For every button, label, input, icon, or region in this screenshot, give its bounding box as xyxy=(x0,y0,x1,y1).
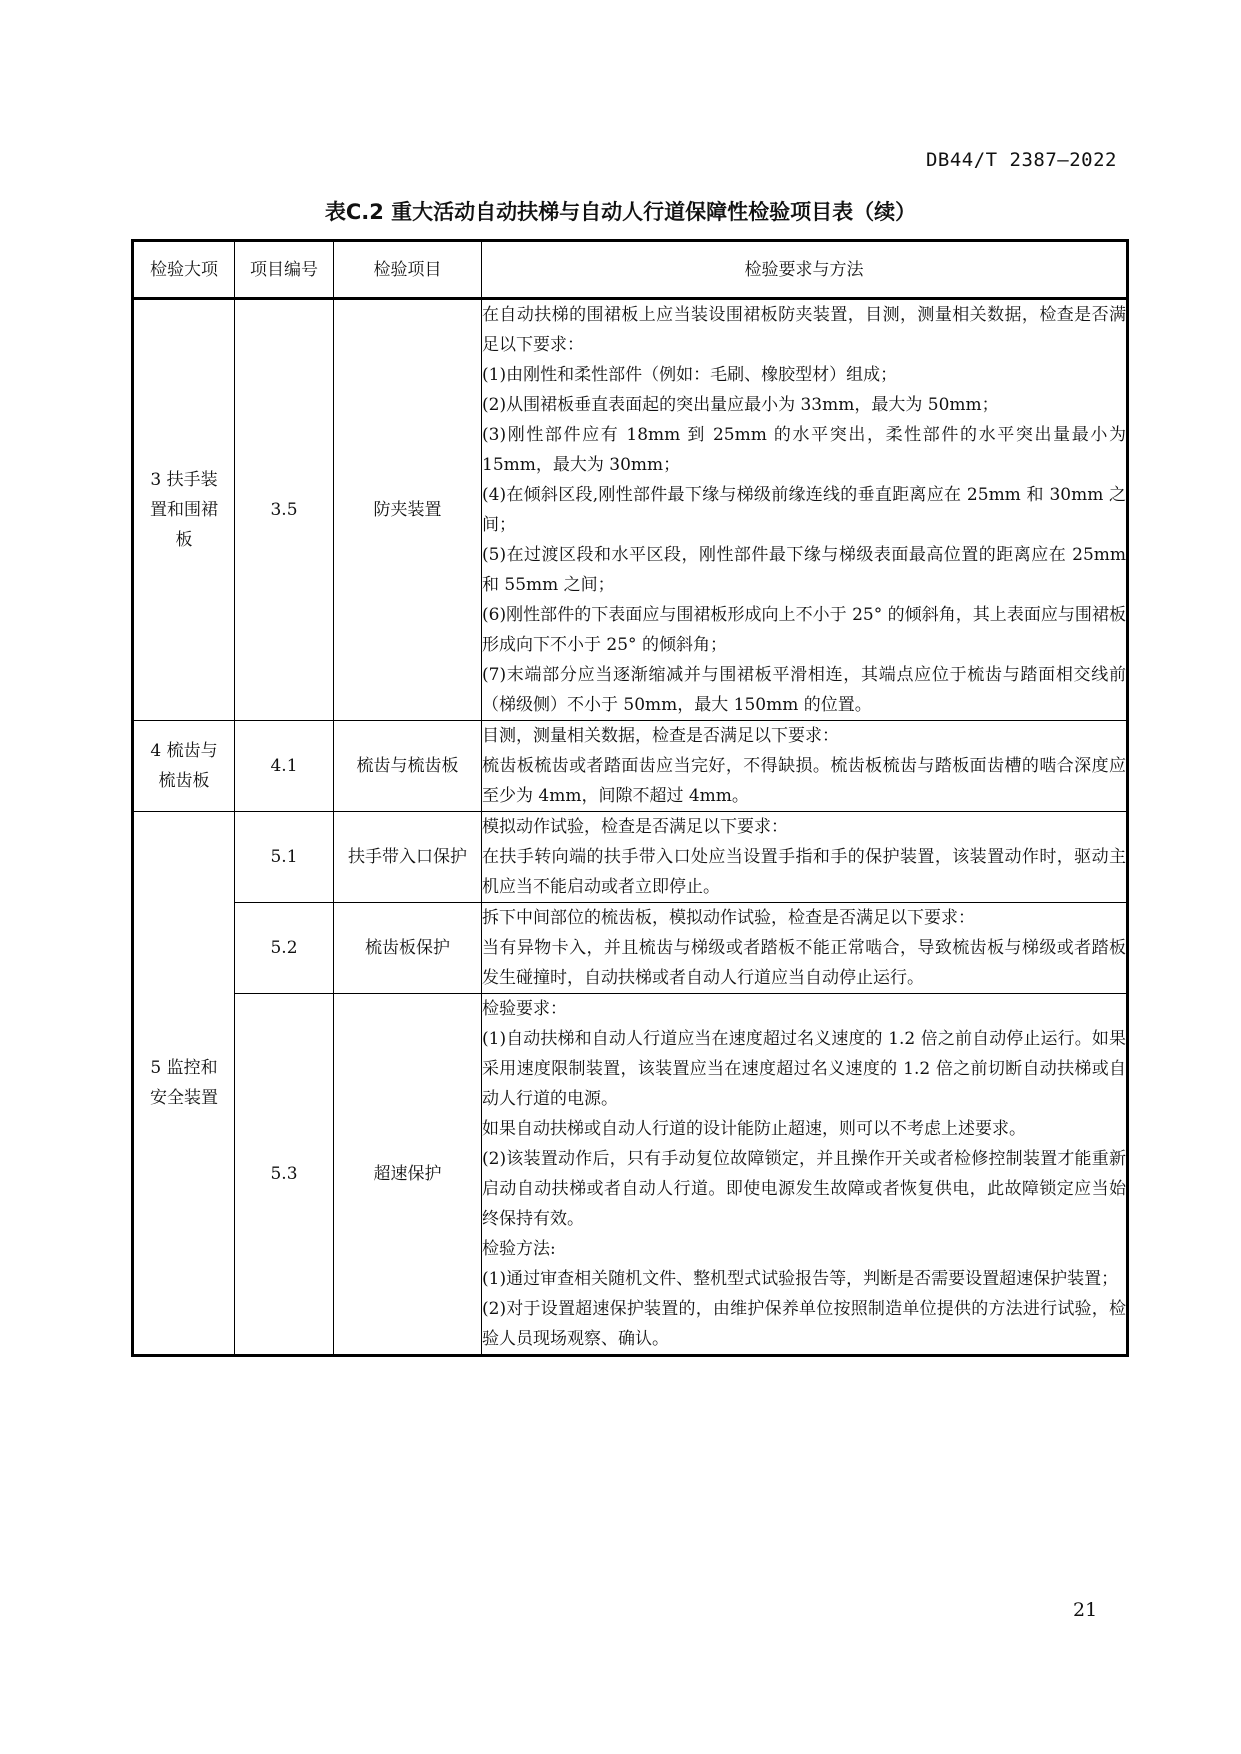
inspection-table xyxy=(131,239,1129,1357)
requirement-cell xyxy=(482,812,1128,903)
requirement-line: (7)末端部分应当逐渐缩减并与围裙板平滑相连，其端点应位于梳齿与踏面相交线前（梯级侧）不小于 50mm，最大 150mm 的位置。 xyxy=(482,665,1126,715)
item-code-cell: 5.1 xyxy=(235,812,334,903)
requirement-line: (1)通过审查相关随机文件、整机型式试验报告等，判断是否需要设置超速保护装置； xyxy=(482,1269,1119,1289)
document-code: DB44/T 2387—2022 xyxy=(925,149,1117,171)
requirement-line: 如果自动扶梯或自动人行道的设计能防止超速，则可以不考虑上述要求。 xyxy=(482,1119,1026,1139)
table-row xyxy=(133,994,1128,1356)
requirement-line: (5)在过渡区段和水平区段，刚性部件最下缘与梯级表面最高位置的距离应在 25mm 和 55mm 之间； xyxy=(482,545,1126,595)
item-code-cell: 4.1 xyxy=(235,721,334,812)
requirement-cell xyxy=(482,721,1128,812)
requirement-line: 模拟动作试验，检查是否满足以下要求： xyxy=(482,817,788,837)
item-name-cell: 梳齿板保护 xyxy=(334,903,482,994)
column-header: 检验大项 xyxy=(133,241,235,299)
requirement-line: 梳齿板梳齿或者踏面齿应当完好，不得缺损。梳齿板梳齿与踏板面齿槽的啮合深度应至少为 4mm，间隙不超过 4mm。 xyxy=(482,756,1126,806)
table-row xyxy=(133,721,1128,812)
table-header-row xyxy=(133,241,1128,299)
item-code-cell: 5.3 xyxy=(235,994,334,1356)
item-code-cell: 3.5 xyxy=(235,299,334,721)
table-row xyxy=(133,299,1128,721)
requirement-cell xyxy=(482,903,1128,994)
requirement-line: (2)对于设置超速保护装置的，由维护保养单位按照制造单位提供的方法进行试验，检验人员现场观察、确认。 xyxy=(482,1299,1126,1349)
column-header: 项目编号 xyxy=(235,241,334,299)
requirement-line: 在自动扶梯的围裙板上应当装设围裙板防夹装置，目测，测量相关数据，检查是否满足以下要求： xyxy=(482,305,1126,355)
column-header: 检验项目 xyxy=(334,241,482,299)
category-cell: 4 梳齿与梳齿板 xyxy=(133,721,235,812)
table-row xyxy=(133,903,1128,994)
item-code-cell: 5.2 xyxy=(235,903,334,994)
requirement-line: 目测，测量相关数据，检查是否满足以下要求： xyxy=(482,726,839,746)
requirement-line: 当有异物卡入，并且梳齿与梯级或者踏板不能正常啮合，导致梳齿板与梯级或者踏板发生碰撞时，自动扶梯或者自动人行道应当自动停止运行。 xyxy=(482,938,1126,988)
requirement-line: 拆下中间部位的梳齿板，模拟动作试验，检查是否满足以下要求： xyxy=(482,908,975,928)
item-name-cell: 扶手带入口保护 xyxy=(334,812,482,903)
requirement-line: (3)刚性部件应有 18mm 到 25mm 的水平突出，柔性部件的水平突出量最小为 15mm，最大为 30mm； xyxy=(482,425,1126,475)
page-number: 21 xyxy=(1073,1599,1098,1621)
requirement-line: (1)由刚性和柔性部件（例如：毛刷、橡胶型材）组成； xyxy=(482,365,898,385)
requirement-line: (6)刚性部件的下表面应与围裙板形成向上不小于 25° 的倾斜角，其上表面应与围裙板形成向下不小于 25° 的倾斜角； xyxy=(482,605,1126,655)
item-name-cell: 梳齿与梳齿板 xyxy=(334,721,482,812)
requirement-line: (4)在倾斜区段,刚性部件最下缘与梯级前缘连线的垂直距离应在 25mm 和 30mm 之间； xyxy=(482,485,1126,535)
requirement-line: (1)自动扶梯和自动人行道应当在速度超过名义速度的 1.2 倍之前自动停止运行。如果采用速度限制装置，该装置应当在速度超过名义速度的 1.2 倍之前切断自动扶梯或自动人行道的电源。 xyxy=(482,1029,1126,1109)
column-header: 检验要求与方法 xyxy=(482,241,1128,299)
table-title: 表C.2 重大活动自动扶梯与自动人行道保障性检验项目表（续） xyxy=(324,200,917,224)
item-name-cell: 防夹装置 xyxy=(334,299,482,721)
requirement-line: (2)从围裙板垂直表面起的突出量应最小为 33mm，最大为 50mm； xyxy=(482,395,999,415)
requirement-cell xyxy=(482,994,1128,1356)
requirement-cell xyxy=(482,299,1128,721)
requirement-line: 检验方法: xyxy=(482,1239,556,1259)
category-cell: 5 监控和安全装置 xyxy=(133,812,235,1356)
requirement-line: 在扶手转向端的扶手带入口处应当设置手指和手的保护装置，该装置动作时，驱动主机应当不能启动或者立即停止。 xyxy=(482,847,1126,897)
table-row xyxy=(133,812,1128,903)
category-cell: 3 扶手装置和围裙板 xyxy=(133,299,235,721)
requirement-line: 检验要求： xyxy=(482,999,567,1019)
item-name-cell: 超速保护 xyxy=(334,994,482,1356)
requirement-line: (2)该装置动作后，只有手动复位故障锁定，并且操作开关或者检修控制装置才能重新启动自动扶梯或者自动人行道。即使电源发生故障或者恢复供电，此故障锁定应当始终保持有效。 xyxy=(482,1149,1126,1229)
